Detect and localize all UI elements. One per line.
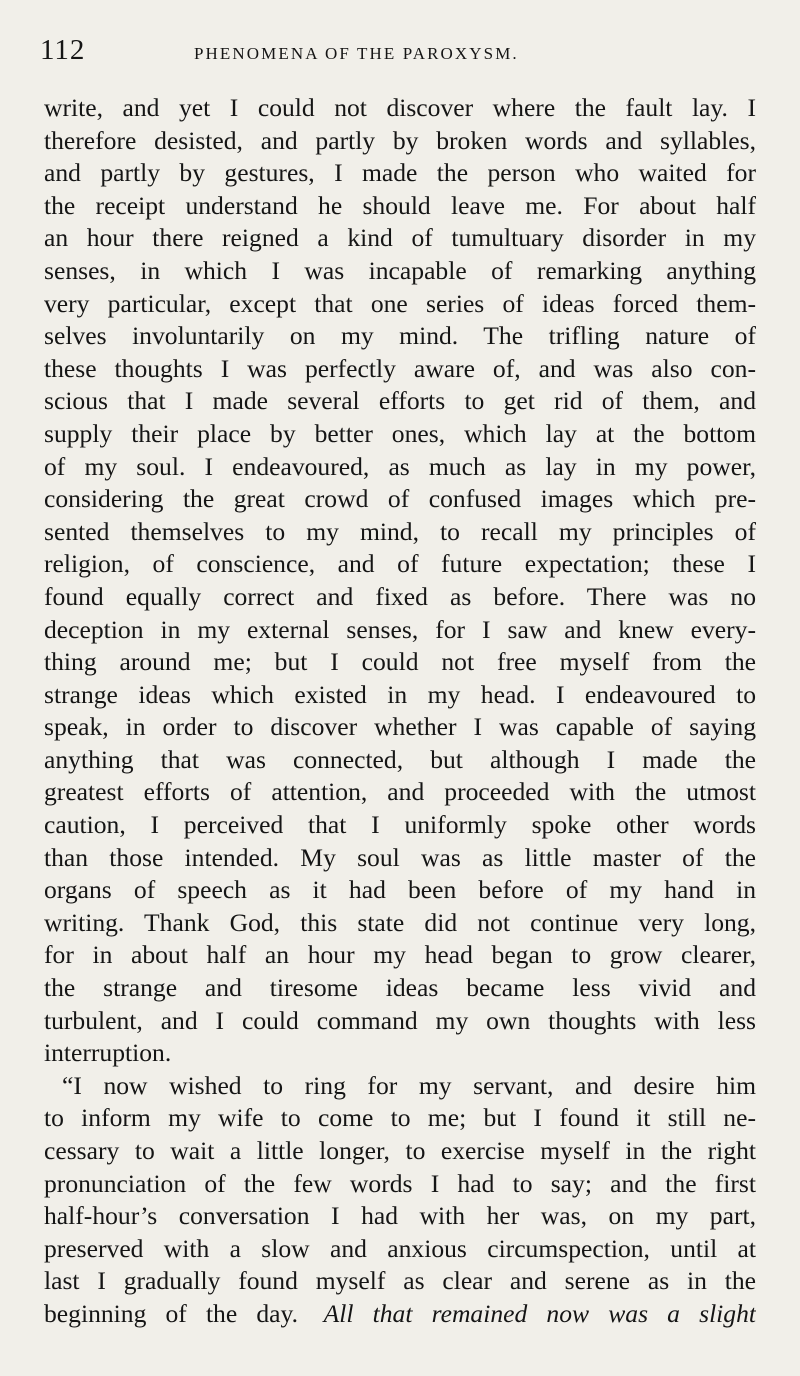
text-line-36: preserved with a slow and anxious circumspection, until at (44, 1233, 756, 1263)
text-line-4: the receipt understand he should leave me. For about half (44, 190, 756, 220)
text-line-20: speak, in order to discover whether I was capable of saying (44, 712, 756, 742)
body-text (44, 92, 756, 1331)
text-line-25: organs of speech as it had been before of my hand in (44, 875, 756, 905)
text-line-16: found equally correct and fixed as before. There was no (44, 581, 756, 611)
text-line-27: for in about half an hour my head began to grow clearer, (44, 940, 756, 970)
text-line-23: caution, I perceived that I uniformly spoke other words (44, 810, 756, 840)
text-line-38 (44, 1298, 756, 1331)
text-line-26: writing. Thank God, this state did not continue very long, (44, 907, 756, 937)
text-line-6: senses, in which I was incapable of remarking anything (44, 255, 756, 285)
text-line-34: pronunciation of the few words I had to say; and the first (44, 1168, 756, 1198)
text-line-9: these thoughts I was perfectly aware of, and was also con- (44, 353, 756, 383)
text-line-11: supply their place by better ones, which lay at the bottom (44, 418, 756, 448)
text-line-1: write, and yet I could not discover where the fault lay. I (44, 93, 756, 122)
text-line-7: very particular, except that one series of ideas forced them- (44, 288, 756, 318)
text-line-29: turbulent, and I could command my own thoughts with less (44, 1005, 756, 1035)
text-line-12: of my soul. I endeavoured, as much as lay in my power, (44, 451, 756, 481)
text-line-17: deception in my external senses, for I saw and knew every- (44, 614, 756, 644)
page-number: 112 (40, 34, 86, 66)
text-line-19: strange ideas which existed in my head. I endeavoured to (44, 679, 756, 709)
text-line-13: considering the great crowd of confused images which pre- (44, 484, 756, 514)
text-line-32: to inform my wife to come to me; but I found it still ne- (44, 1103, 756, 1133)
text-line-15: religion, of conscience, and of future expectation; these I (44, 549, 756, 579)
text-line-21: anything that was connected, but although I made the (44, 744, 756, 774)
page-header (40, 34, 756, 78)
text-line-5: an hour there reigned a kind of tumultuary disorder in my (44, 223, 756, 253)
text-line-35: half-hour’s conversation I had with her was, on my part, (44, 1201, 756, 1231)
text-line-37: last I gradually found myself as clear and serene as in the (44, 1266, 756, 1296)
final-line-roman-text: beginning of the day. (44, 1298, 299, 1328)
text-line-24: than those intended. My soul was as little master of the (44, 842, 756, 872)
running-title: PHENOMENA OF THE PAROXYSM. (194, 44, 519, 63)
text-line-2: therefore desisted, and partly by broken words and syllables, (44, 125, 756, 155)
text-line-8: selves involuntarily on my mind. The trifling nature of (44, 321, 756, 351)
text-line-30: interruption. (44, 1038, 172, 1068)
text-line-22: greatest efforts of attention, and proceeded with the utmost (44, 777, 756, 807)
text-line-33: cessary to wait a little longer, to exercise myself in the right (44, 1136, 756, 1165)
text-line-10: scious that I made several efforts to get rid of them, and (44, 386, 756, 416)
final-line-italic-text: All that remained now was a slight (323, 1298, 756, 1328)
text-line-31: “I now wished to ring for my servant, and desire him (62, 1070, 756, 1100)
text-line-14: sented themselves to my mind, to recall my principles of (44, 516, 756, 546)
text-line-18: thing around me; but I could not free myself from the (44, 647, 756, 677)
text-line-3: and partly by gestures, I made the person who waited for (44, 158, 756, 188)
text-line-28: the strange and tiresome ideas became less vivid and (44, 973, 756, 1003)
